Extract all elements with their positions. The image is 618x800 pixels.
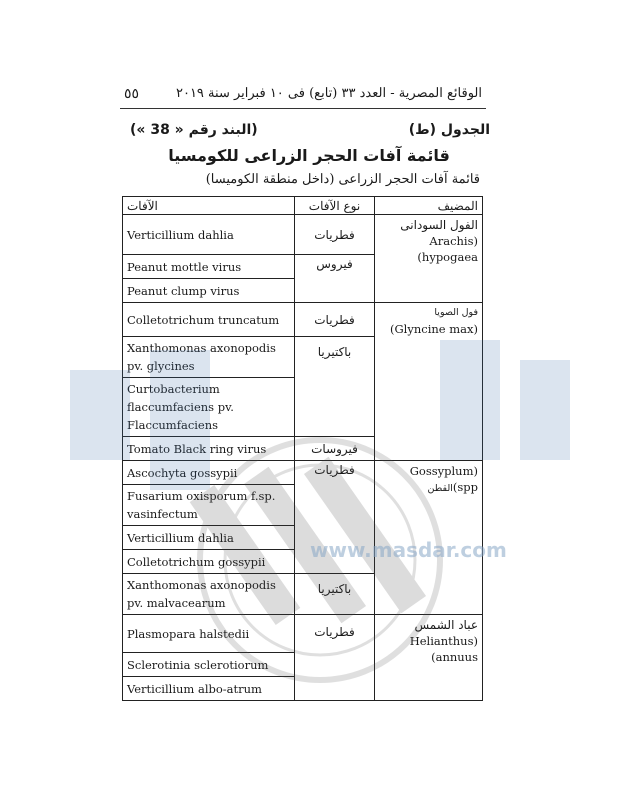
pest-cell: Colletotrichum gossypii xyxy=(123,550,295,574)
type-cell: فطريات xyxy=(295,615,375,701)
host-scientific: (Helianthus annuus) xyxy=(409,634,478,664)
pest-cell: Verticillium dahlia xyxy=(123,526,295,550)
type-cell: فطريات xyxy=(295,303,375,337)
pest-cell: Plasmopara halstedii xyxy=(123,615,295,653)
column-header-type: نوع الآفات xyxy=(295,197,375,215)
pest-cell: Colletotrichum truncatum xyxy=(123,303,295,337)
pest-cell: Peanut clump virus xyxy=(123,279,295,303)
pest-cell: Xanthomonas axonopodis pv. malvacearum xyxy=(123,574,295,615)
host-scientific: (Arachis hypogaea) xyxy=(417,234,478,264)
pest-cell: Ascochyta gossypii xyxy=(123,461,295,485)
pest-cell: Fusarium oxisporum f.sp. vasinfectum xyxy=(123,485,295,526)
type-cell: فيروسات xyxy=(295,437,375,461)
table-row xyxy=(123,615,483,653)
type-cell: فطريات xyxy=(295,215,375,255)
column-header-host: المضيف xyxy=(375,197,483,215)
page-header xyxy=(120,86,486,109)
publication-line: الوقائع المصرية - العدد ٣٣ (تابع) فى ١٠ فبراير سنة ٢٠١٩ xyxy=(175,86,482,101)
table-row xyxy=(123,461,483,485)
host-arabic: القطن xyxy=(427,483,453,494)
host-cell xyxy=(375,215,483,303)
pest-cell: Verticillium dahlia xyxy=(123,215,295,255)
type-cell: فطريات xyxy=(295,461,375,574)
table-label: الجدول (ط) xyxy=(408,122,490,138)
host-arabic: فول الصويا xyxy=(434,307,478,318)
type-cell: فيروس xyxy=(295,255,375,303)
host-scientific: (Glyncine max) xyxy=(389,322,478,336)
watermark-url: www.masdar.com xyxy=(310,538,507,562)
pest-cell: Sclerotinia sclerotiorum xyxy=(123,653,295,677)
type-cell: باكتيريا xyxy=(295,574,375,615)
pest-cell: Tomato Black ring virus xyxy=(123,437,295,461)
item-label: (البند رقم « 38 ») xyxy=(130,122,258,138)
column-header-pest: الآفات xyxy=(123,197,295,215)
table-row xyxy=(123,303,483,337)
table-header-row xyxy=(123,197,483,215)
type-cell: باكتيريا xyxy=(295,337,375,437)
pest-cell: Xanthomonas axonopodis pv. glycines xyxy=(123,337,295,378)
page-number: ٥٥ xyxy=(124,86,140,102)
host-scientific: (Gossyplum spp) xyxy=(409,464,478,494)
host-cell xyxy=(375,615,483,701)
host-cell xyxy=(375,303,483,461)
table-row xyxy=(123,215,483,255)
pest-table xyxy=(122,196,483,701)
page-title: قائمة آفات الحجر الزراعى للكومسيا xyxy=(168,146,450,165)
host-arabic: عباد الشمس xyxy=(414,618,478,632)
pest-cell: Peanut mottle virus xyxy=(123,255,295,279)
host-arabic: الفول السودانى xyxy=(400,218,478,232)
pest-cell: Curtobacterium flaccumfaciens pv. Flaccumfaciens xyxy=(123,378,295,437)
pest-cell: Verticillium albo-atrum xyxy=(123,677,295,701)
host-cell xyxy=(375,461,483,615)
page-subtitle: قائمة آفات الحجر الزراعى (داخل منطقة الكوميسا) xyxy=(205,172,480,187)
